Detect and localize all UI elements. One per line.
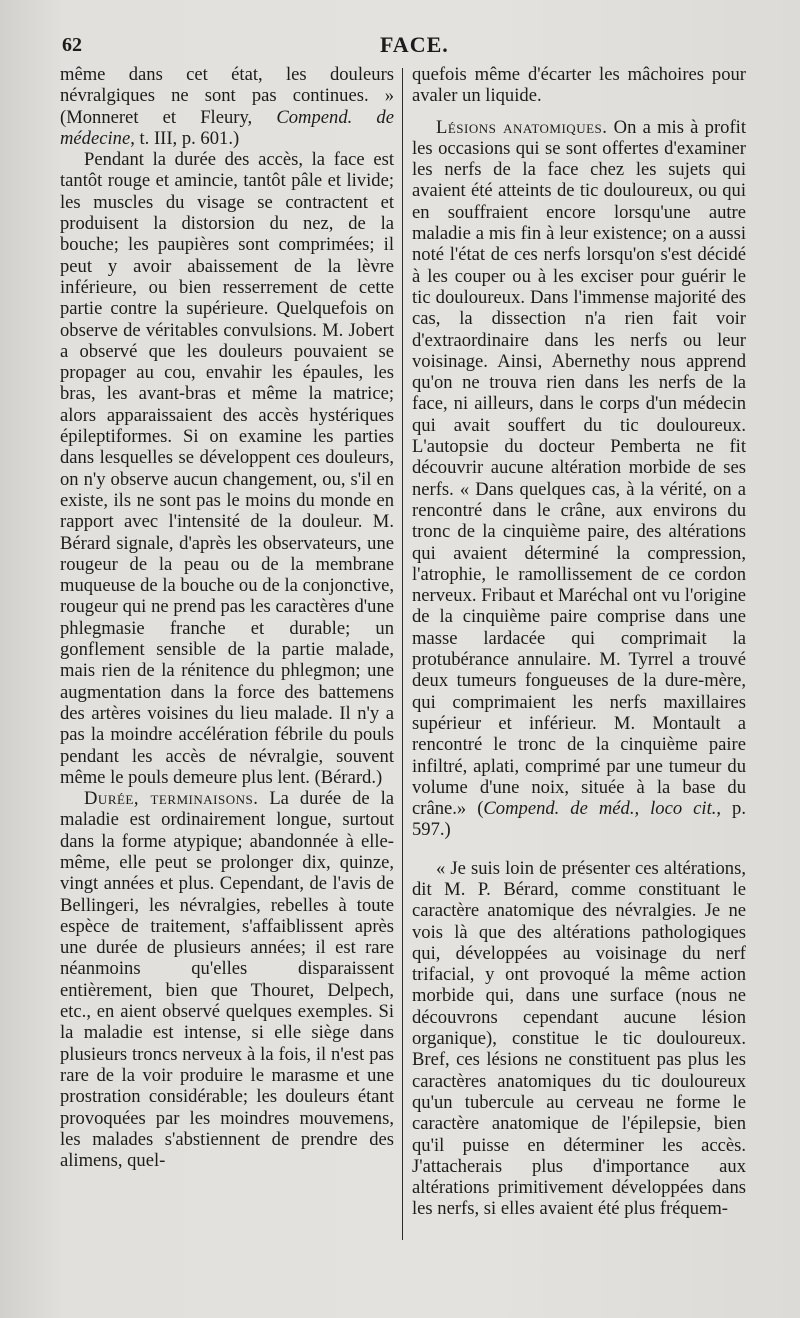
page-number: 62 — [62, 34, 82, 56]
paragraph-continuation: quefois même d'écarter les mâchoires pour avaler un liquide. — [412, 64, 746, 107]
left-column — [60, 64, 394, 1171]
running-title: FACE. — [380, 32, 449, 57]
running-head — [62, 32, 780, 62]
citation-title: Compend. de méd., loco cit. — [483, 798, 717, 820]
citation-title: Compend. de médecine — [60, 106, 394, 149]
paragraph-continuation: même dans cet état, les douleurs névralgiques ne sont pas continues. » (Monneret et Fleury, Compend. de médecine, t. III, p. 601.) — [60, 64, 394, 149]
paragraph-duree: Durée, terminaisons. La durée de la maladie est ordinairement longue, surtout dans la forme atypique; abandonnée à elle-même, elle peut se prolonger dix, quinze, vingt années et plus. Cependant, de l'avis de Bellingeri, les névralgies, rebelles à toute espèce de traitement, s'affaiblissent après une durée de plusieurs années; il est rare néanmoins qu'elles disparaissent entièrement, bien que Thouret, Delpech, etc., en aient observé quelques exemples. Si la maladie est intense, si elle siège dans plusieurs troncs nerveux à la fois, il n'est pas rare de la voir produire le marasme et une prostration considérable; les douleurs étant provoquées par les moindres mouvemens, les malades s'abstiennent de prendre des alimens, quel- — [60, 788, 394, 1172]
paragraph-quote-berard: « Je suis loin de présenter ces altérations, dit M. P. Bérard, comme constituant le caractère anatomique des névralgies. Je ne vois là que des altérations pathologiques qui, développées au voisinage du nerf trifacial, y ont provoqué la même action morbide qui, dans une surface (nous ne découvrons cependant aucune lésion organique), constitue le tic douloureux. Bref, ces lésions ne constituent pas plus les caractères anatomiques du tic douloureux qu'un tubercule au cerveau ne forme le caractère anatomique de l'épilepsie, bien qu'il puisse en déterminer les accès. J'attacherais plus d'importance aux altérations primitivement développées dans les nerfs, si elles avaient été plus fréquem- — [412, 857, 746, 1220]
section-heading: Lésions anatomiques. — [436, 116, 608, 138]
paragraph-symptoms: Pendant la durée des accès, la face est tantôt rouge et amincie, tantôt pâle et livide; les muscles du visage se contractent et produisent la distorsion du nez, de la bouche; les paupières sont comprimées; il peut y avoir abaissement de la lèvre inférieure, ou bien resserrement de cette partie contre la supérieure. Quelquefois on observe de véritables convulsions. M. Jobert a observé que les douleurs pouvaient se propager au cou, envahir les épaules, les bras, les avant-bras et même la matrice; alors apparaissaient des accès hystériques épileptiformes. Si on examine les parties dans lesquelles se développent ces douleurs, on n'y observe aucun changement, ou, s'il en existe, ils ne sont pas le moins du monde en rapport avec l'intensité de la douleur. M. Bérard signale, d'après les observateurs, une rougeur de la peau ou de la membrane muqueuse de la bouche ou de la conjonctive, rougeur qui ne prend pas les caractères d'une phlegmasie franche et durable; un gonflement sensible de la partie malade, mais rien de la rénitence du phlegmon; une augmentation dans la force des battemens des artères voisines du lieu malade. Il n'y a pas la moindre accélération fébrile du pouls pendant les accès de névralgie, souvent même le pouls demeure plus lent. (Bérard.) — [60, 149, 394, 788]
column-divider — [402, 68, 403, 1240]
paragraph-lesions: Lésions anatomiques. On a mis à profit les occasions qui se sont offertes d'examiner les nerfs de la face chez les sujets qui avaient été atteints de tic douloureux, ou qui en souffraient encore lorsqu'une autre maladie a mis fin à leur existence; on a aussi noté l'état de ces nerfs lorsqu'on s'est décidé à les couper ou à les exciser pour guérir le tic douloureux. Dans l'immense majorité des cas, la dissection n'a rien fait voir d'extraordinaire dans les nerfs ou leur voisinage. Ainsi, Abernethy nous apprend qu'on ne trouva rien dans les nerfs de la face, ni ailleurs, dans le corps d'un médecin qui avait souffert du tic douloureux. L'autopsie du docteur Pemberta ne fit découvrir aucune altération morbide de ses nerfs. « Dans quelques cas, à la vérité, on a rencontré dans le crâne, aux environs du tronc de la cinquième paire, des altérations qui avaient déterminé la compression, l'atrophie, le ramollissement de ce cordon nerveux. Fribaut et Maréchal ont vu l'origine de la cinquième paire comprise dans une masse lardacée qui comprimait la protubérance annulaire. M. Tyrrel a trouvé deux tumeurs fongueuses de la dure-mère, qui comprimaient les nerfs maxillaires supérieur et inférieur. M. Montault a rencontré le tronc de la cinquième paire infiltré, aplati, comprimé par une tumeur du volume d'une noix, située à la base du crâne.» (Compend. de méd., loco cit., p. 597.) — [412, 116, 746, 841]
right-column — [412, 64, 746, 1220]
section-heading: Durée, terminaisons. — [84, 788, 259, 810]
